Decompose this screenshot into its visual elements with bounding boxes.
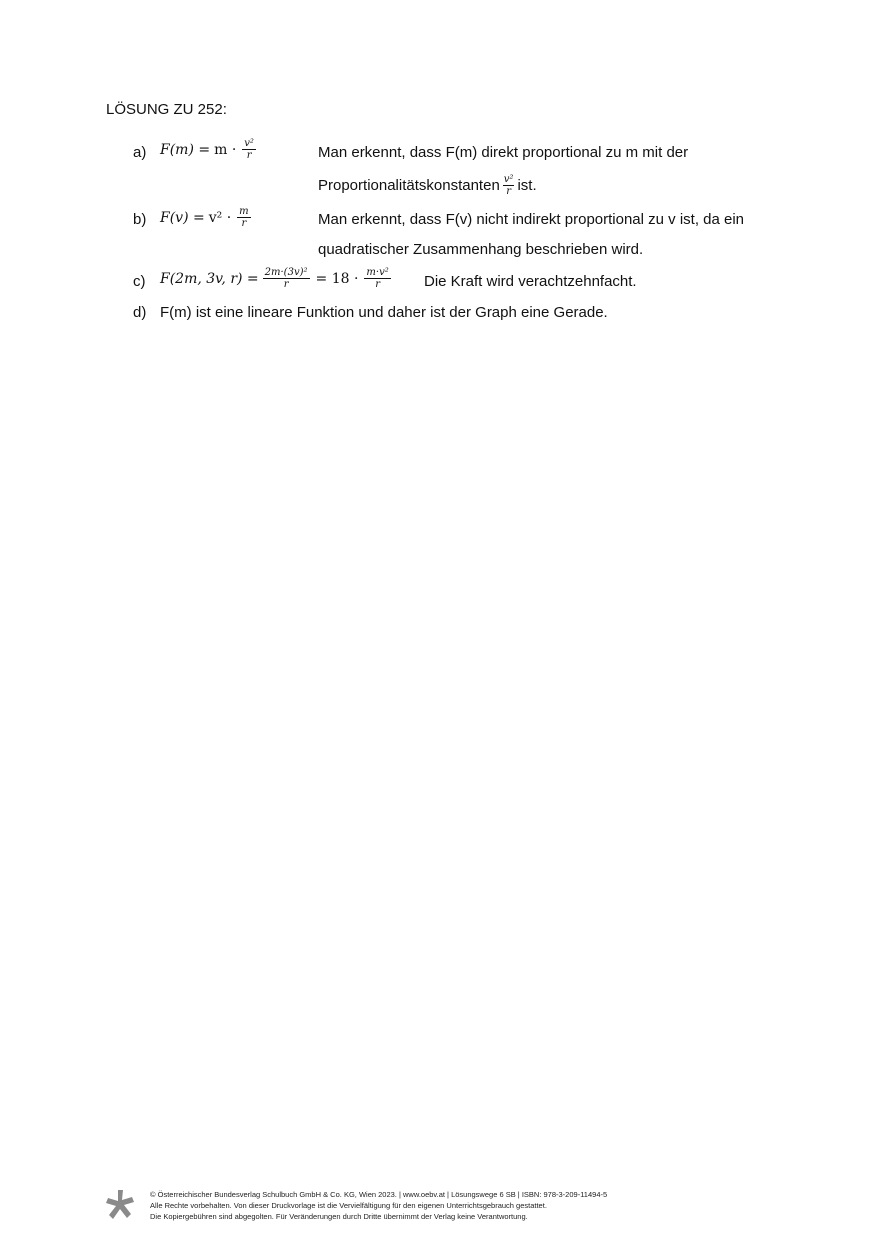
item-a-text-line1: Man erkennt, dass F(m) direkt proportional zu m mit der (318, 144, 689, 161)
item-a-line2-frac-num: v² (503, 174, 514, 185)
formula-b-lhs: F(v) = (160, 209, 205, 226)
footer-line3: Die Kopiergebühren sind abgegolten. Für Veränderungen durch Dritte übernimmt der Verlag keine Verantwortung. (150, 1212, 528, 1221)
item-a-line2-after: ist. (517, 177, 537, 194)
formula-a-frac-num: v² (244, 138, 254, 149)
item-b-text-line1: Man erkennt, dass F(v) nicht indirekt proportional zu v ist, da ein (318, 211, 745, 228)
footer-copyright (150, 1189, 607, 1222)
formula-a-frac-den: r (246, 150, 252, 161)
formula-c-fraction1 (263, 267, 310, 290)
formula-c-fraction2 (364, 267, 390, 290)
item-a-line2-before: Proportionalitätskonstanten (318, 177, 500, 194)
formula-b-fraction (237, 206, 250, 229)
formula-a-lhs: F(m) = (160, 141, 211, 158)
formula-b-frac-num: m (239, 206, 249, 217)
page-heading: LÖSUNG ZU 252: (106, 101, 227, 118)
formula-c-frac1-num: 2m·(3v)² (264, 267, 308, 278)
formula-c-frac2-num: m·v² (366, 267, 389, 278)
formula-c-mid: = 18 · (315, 270, 359, 287)
item-label-d: d) (133, 304, 147, 321)
formula-b-frac-den: r (241, 218, 247, 229)
item-label-b: b) (133, 211, 147, 228)
publisher-logo-icon (104, 1189, 136, 1221)
footer-line2: Alle Rechte vorbehalten. Von dieser Druckvorlage ist die Vervielfältigung für den eigenen Unterrichtsgebrauch gestattet. (150, 1201, 547, 1210)
formula-c (160, 267, 393, 290)
formula-a-fraction (242, 138, 256, 161)
formula-a-factor: m · (214, 141, 237, 158)
formula-b (160, 206, 253, 229)
formula-a (160, 138, 258, 161)
footer-line1: © Österreichischer Bundesverlag Schulbuch GmbH & Co. KG, Wien 2023. | www.oebv.at | Lösungswege 6 SB | ISBN: 978-3-209-11494-5 (150, 1190, 608, 1199)
item-b-text-line2: quadratischer Zusammenhang beschrieben wird. (318, 241, 644, 258)
item-a-text-line2 (318, 174, 537, 197)
item-d-text: F(m) ist eine lineare Funktion und daher ist der Graph eine Gerade. (160, 304, 608, 321)
item-c-text: Die Kraft wird verachtzehnfacht. (424, 273, 637, 290)
formula-c-frac1-den: r (283, 279, 289, 290)
formula-c-lhs: F(2m, 3v, r) = (160, 270, 259, 287)
formula-b-factor: v² · (208, 209, 232, 226)
item-a-line2-fraction (503, 174, 515, 197)
item-label-c: c) (133, 273, 146, 290)
item-a-line2-frac-den: r (506, 186, 511, 197)
item-label-a: a) (133, 144, 147, 161)
formula-c-frac2-den: r (375, 279, 380, 290)
